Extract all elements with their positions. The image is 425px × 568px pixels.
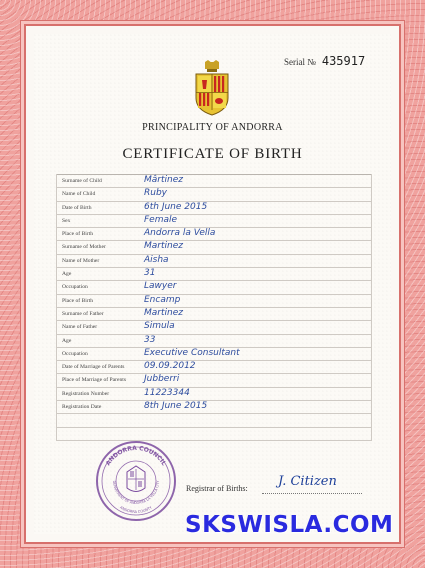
table-row <box>56 388 372 401</box>
field-value: 31 <box>144 268 156 279</box>
birth-details-table <box>56 174 372 441</box>
table-row <box>56 188 372 201</box>
field-label: Surname of Father <box>62 310 104 317</box>
site-watermark: SKSWISLA.COM <box>185 512 394 538</box>
field-label: Sex <box>62 217 71 224</box>
field-label: Occupation <box>62 284 88 291</box>
field-value: Mârtinez <box>144 175 183 185</box>
field-label: Age <box>62 337 72 344</box>
field-label: Name of Father <box>62 324 98 331</box>
field-value: Martinez <box>144 241 183 252</box>
andorra-coat-of-arms-icon <box>186 60 238 116</box>
table-row <box>56 215 372 228</box>
table-row <box>56 228 372 241</box>
serial-block <box>284 54 365 68</box>
table-row <box>56 255 372 268</box>
table-row <box>56 241 372 254</box>
field-value: Lawyer <box>144 281 177 292</box>
table-row <box>56 428 372 441</box>
field-label: Surname of Mother <box>62 244 106 251</box>
table-row <box>56 321 372 334</box>
signature-line <box>262 493 362 494</box>
table-row <box>56 202 372 215</box>
table-row <box>56 414 372 427</box>
seal-top-text: ANDORRA COUNCIL <box>104 444 168 467</box>
field-label: Place of Marriage of Parents <box>62 377 126 384</box>
field-label: Date of Marriage of Parents <box>62 364 125 371</box>
field-value: Martinez <box>144 307 183 318</box>
field-value: 33 <box>144 334 156 345</box>
serial-number: 435917 <box>321 54 366 68</box>
table-row <box>56 348 372 361</box>
table-row <box>56 295 372 308</box>
field-value: Andorra la Vella <box>144 228 216 239</box>
serial-label: Serial № <box>284 57 316 67</box>
seal-bottom-text: ANDORRA COUNTY <box>119 505 153 515</box>
table-row <box>56 281 372 294</box>
field-label: Registration Date <box>62 404 102 411</box>
council-seal-stamp-icon <box>95 440 177 522</box>
table-row <box>56 335 372 348</box>
field-value: Encamp <box>144 294 181 305</box>
field-value: Simula <box>144 321 175 332</box>
field-value: Female <box>144 214 178 225</box>
field-label: Place of Birth <box>62 297 94 304</box>
issuing-authority: PRINCIPALITY OF ANDORRA <box>142 122 283 133</box>
field-label: Age <box>62 271 72 278</box>
field-value: Ruby <box>144 188 167 199</box>
table-row <box>56 268 372 281</box>
field-value: 6th June 2015 <box>144 201 208 212</box>
certificate-title: CERTIFICATE OF BIRTH <box>122 146 303 162</box>
field-value: Jubberri <box>144 374 180 385</box>
field-value: Executive Consultant <box>144 347 240 358</box>
field-label: Surname of Child <box>62 178 102 184</box>
table-row <box>56 401 372 414</box>
field-value: Aisha <box>144 254 169 265</box>
field-label: Place of Birth <box>62 231 94 238</box>
table-row <box>56 361 372 374</box>
field-label: Name of Mother <box>62 257 100 264</box>
registrar-label: Registrar of Births: <box>186 484 248 493</box>
table-row <box>56 374 372 387</box>
table-row <box>56 175 372 188</box>
field-value: 11223344 <box>144 387 190 398</box>
field-label: Registration Number <box>62 390 110 397</box>
seal-inner-text: DEPARTMENT OF ANDORRA LA VELLA CITY <box>111 480 161 506</box>
field-value: 09.09.2012 <box>144 361 196 372</box>
table-row <box>56 308 372 321</box>
field-label: Date of Birth <box>62 204 92 211</box>
field-value: 8th June 2015 <box>144 401 208 412</box>
field-label: Occupation <box>62 350 88 357</box>
field-label: Name of Child <box>62 191 96 198</box>
registrar-signature: J. Citizen <box>278 474 337 489</box>
